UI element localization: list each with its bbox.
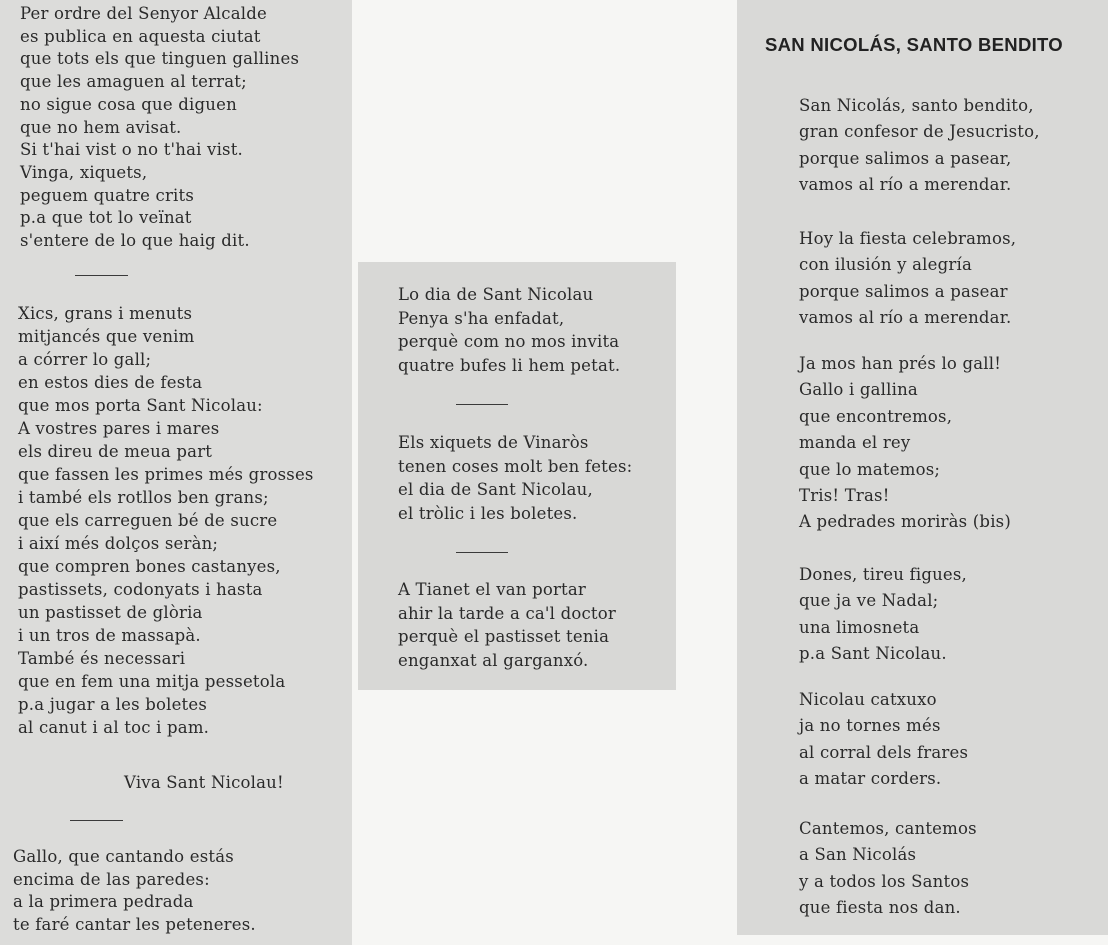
stanza-divider xyxy=(456,552,508,553)
poem-line: que lo matemos; xyxy=(799,459,941,479)
poem-line: no sigue cosa que diguen xyxy=(20,94,237,114)
poem-line: que fiesta nos dan. xyxy=(799,898,961,918)
poem-line: p.a que tot lo veïnat xyxy=(20,208,192,228)
poem-line: mitjancés que venim xyxy=(18,327,195,346)
poem-line: enganxat al garganxó. xyxy=(398,650,589,670)
poem-line: peguem quatre crits xyxy=(20,185,195,205)
poem-line: Lo dia de Sant Nicolau xyxy=(398,285,594,304)
poem-line: quatre bufes li hem petat. xyxy=(398,355,621,375)
poem-line: Viva Sant Nicolau! xyxy=(124,773,284,792)
poem-line: una limosneta xyxy=(799,617,920,637)
poem-line: i així més dolços seràn; xyxy=(18,534,219,553)
poem-line: con ilusión y alegría xyxy=(799,255,972,275)
poem-line: al canut i al toc i pam. xyxy=(18,718,210,737)
poem-line: el dia de Sant Nicolau, xyxy=(398,480,593,499)
poem-line: a córrer lo gall; xyxy=(18,350,152,369)
poem-line: manda el rey xyxy=(799,433,911,453)
poem-line: Penya s'ha enfadat, xyxy=(398,308,565,328)
poem-line: porque salimos a pasear xyxy=(799,281,1008,301)
poem-line: que les amaguen al terrat; xyxy=(20,72,247,92)
poem-line: Ja mos han prés lo gall! xyxy=(799,354,1002,373)
poem-line: San Nicolás, santo bendito, xyxy=(799,96,1034,115)
poem-line: Hoy la fiesta celebramos, xyxy=(799,229,1017,248)
poem-line: els direu de meua part xyxy=(18,442,213,461)
stanza-divider xyxy=(70,820,123,821)
right-poem-title: SAN NICOLÁS, SANTO BENDITO xyxy=(765,34,1064,55)
poem-line: que compren bones castanyes, xyxy=(18,557,281,576)
poem-line: a la primera pedrada xyxy=(13,892,194,911)
poem-line: i també els rotllos ben grans; xyxy=(18,488,269,507)
poem-line: te faré cantar les peteneres. xyxy=(13,914,256,934)
poem-line: Els xiquets de Vinaròs xyxy=(398,433,589,452)
poem-line: es publica en aquesta ciutat xyxy=(20,26,261,46)
poem-line: perquè el pastisset tenia xyxy=(398,627,610,646)
poem-line: que mos porta Sant Nicolau: xyxy=(18,396,263,415)
poem-line: perquè com no mos invita xyxy=(398,332,620,351)
poem-line: que no hem avisat. xyxy=(20,117,182,137)
poem-line: A vostres pares i mares xyxy=(18,419,220,438)
poem-line: Gallo, que cantando estás xyxy=(13,847,234,866)
poem-line: Vinga, xiquets, xyxy=(20,162,148,182)
poem-line: vamos al río a merendar. xyxy=(799,308,1012,328)
poem-line: vamos al río a merendar. xyxy=(799,175,1012,195)
poem-line: Si t'hai vist o no t'hai vist. xyxy=(20,140,243,160)
poem-line: i un tros de massapà. xyxy=(18,626,201,645)
poem-line: encima de las paredes: xyxy=(13,869,210,889)
poem-line: un pastisset de glòria xyxy=(18,603,203,622)
poem-line: Cantemos, cantemos xyxy=(799,819,977,838)
poem-line: ja no tornes més xyxy=(799,716,941,736)
poem-line: el tròlic i les boletes. xyxy=(398,503,578,523)
poem-line: gran confesor de Jesucristo, xyxy=(799,122,1040,142)
poem-line: ahir la tarde a ca'l doctor xyxy=(398,603,616,623)
poem-line: en estos dies de festa xyxy=(18,373,203,392)
poem-line: A pedrades moriràs (bis) xyxy=(799,512,1011,532)
middle-poem-panel xyxy=(358,262,676,690)
poem-line: que tots els que tinguen gallines xyxy=(20,49,300,69)
poem-line: s'entere de lo que haig dit. xyxy=(20,231,250,250)
poem-line: al corral dels frares xyxy=(799,742,969,762)
poem-line: Xics, grans i menuts xyxy=(18,304,193,323)
poem-line: que encontremos, xyxy=(799,406,953,426)
poem-line: p.a Sant Nicolau. xyxy=(799,644,947,664)
poem-line: que ja ve Nadal; xyxy=(799,591,939,611)
poem-line: porque salimos a pasear, xyxy=(799,148,1012,168)
stanza-divider xyxy=(456,404,508,405)
poem-line: Per ordre del Senyor Alcalde xyxy=(20,4,267,23)
poem-line: Nicolau catxuxo xyxy=(799,690,937,709)
poem-line: p.a jugar a les boletes xyxy=(18,695,208,714)
poem-line: També és necessari xyxy=(18,649,186,668)
poem-line: Dones, tireu figues, xyxy=(799,565,967,584)
poem-line: pastissets, codonyats i hasta xyxy=(18,580,263,599)
right-poem-panel xyxy=(737,0,1108,935)
poem-line: a matar corders. xyxy=(799,769,942,789)
left-poem-panel xyxy=(0,0,352,945)
poem-line: a San Nicolás xyxy=(799,845,917,865)
poem-line: tenen coses molt ben fetes: xyxy=(398,456,633,476)
poem-line: A Tianet el van portar xyxy=(398,580,587,599)
poem-line: y a todos los Santos xyxy=(799,871,970,891)
poem-line: que fassen les primes més grosses xyxy=(18,465,314,484)
poem-line: que els carreguen bé de sucre xyxy=(18,511,278,530)
poem-line: Tris! Tras! xyxy=(799,486,890,505)
stanza-divider xyxy=(75,275,128,276)
poem-line: que en fem una mitja pessetola xyxy=(18,672,286,691)
poem-line: Gallo i gallina xyxy=(799,380,918,400)
